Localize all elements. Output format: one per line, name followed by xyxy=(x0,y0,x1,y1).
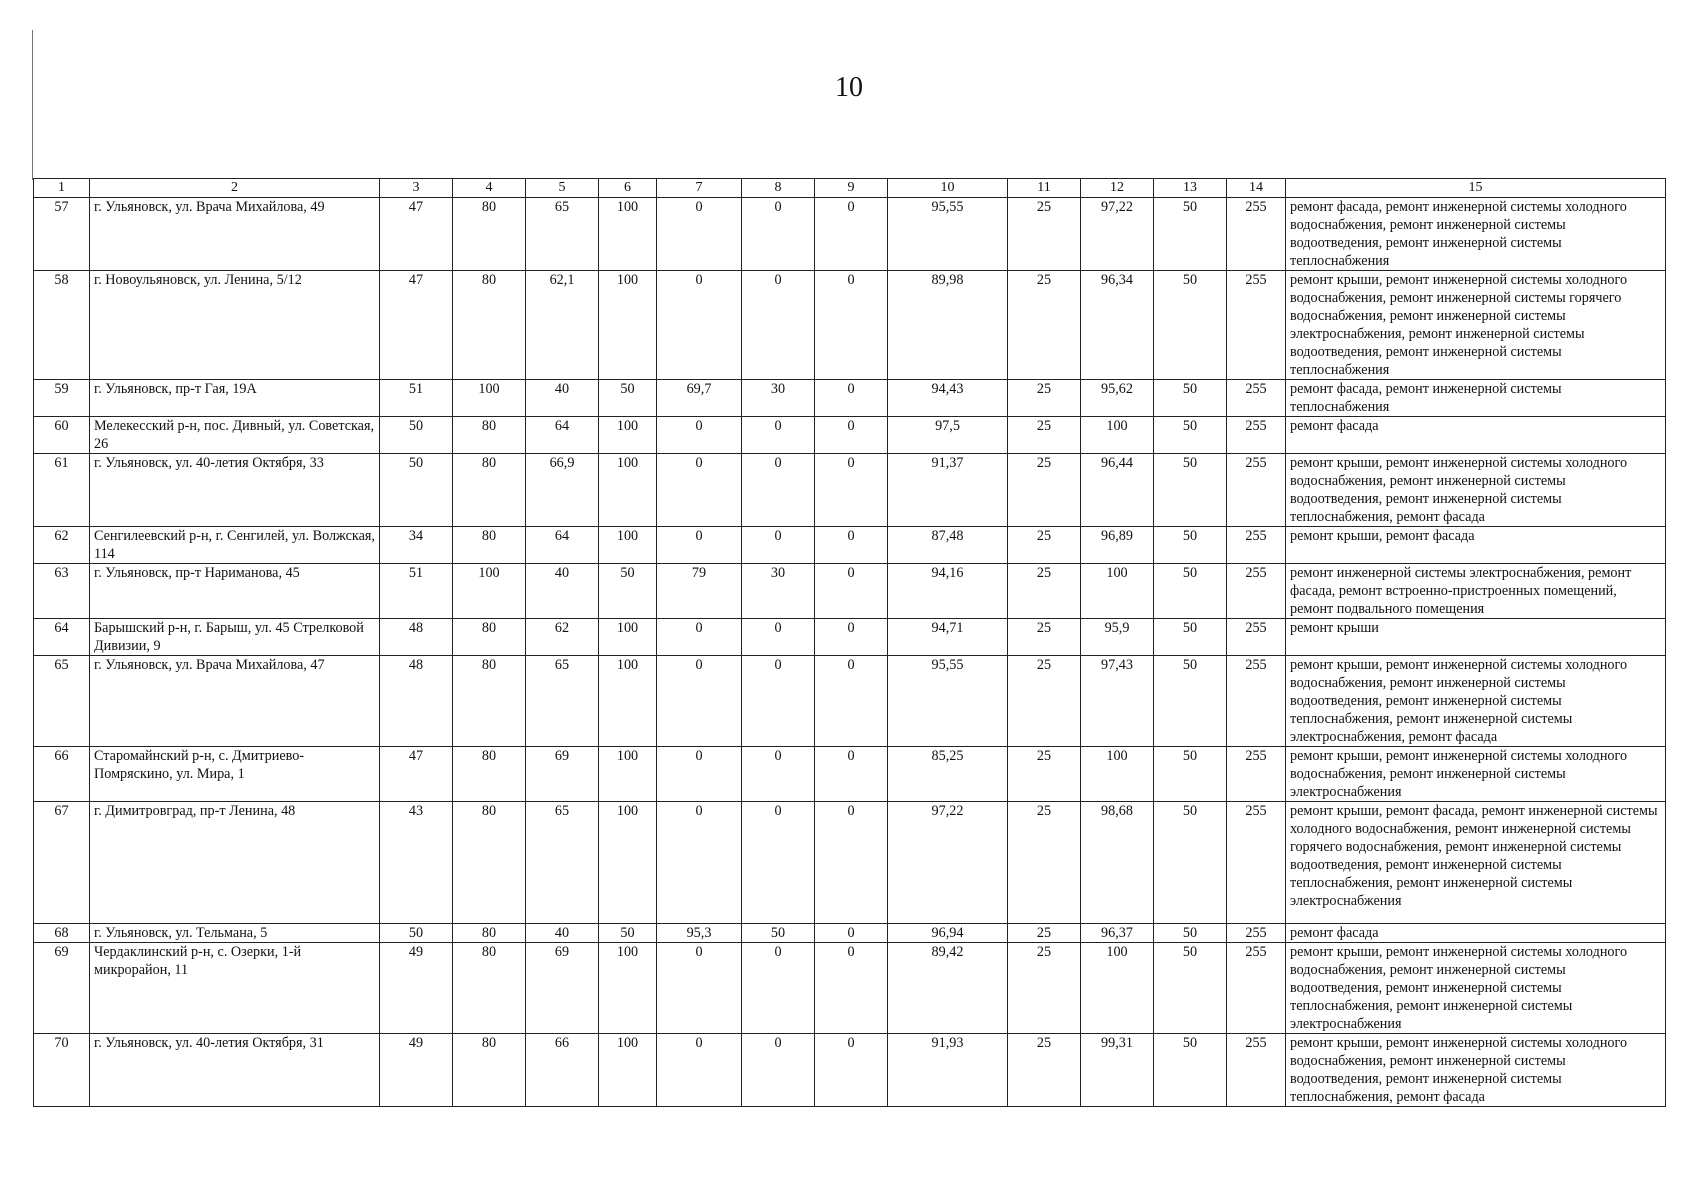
table-cell: 100 xyxy=(599,943,657,1034)
table-cell: 89,42 xyxy=(888,943,1008,1034)
table-cell: 64 xyxy=(34,619,90,656)
table-cell: 255 xyxy=(1227,656,1286,747)
table-cell: 50 xyxy=(1154,417,1227,454)
table-row xyxy=(34,271,1666,380)
table-cell: 49 xyxy=(380,1034,453,1107)
table-cell: 100 xyxy=(1081,564,1154,619)
table-cell: 96,89 xyxy=(1081,527,1154,564)
table-cell: 94,43 xyxy=(888,380,1008,417)
table-cell: 80 xyxy=(453,527,526,564)
column-header: 13 xyxy=(1154,179,1227,198)
table-cell: 0 xyxy=(815,924,888,943)
repair-works-cell: ремонт инженерной системы электроснабжения, ремонт фасада, ремонт встроенно-пристроенных помещений, ремонт подвального помещения xyxy=(1286,564,1666,619)
address-cell: г. Ульяновск, пр-т Нариманова, 45 xyxy=(90,564,380,619)
table-cell: 25 xyxy=(1008,747,1081,802)
table-cell: 50 xyxy=(1154,619,1227,656)
table-cell: 100 xyxy=(453,380,526,417)
table-cell: 96,94 xyxy=(888,924,1008,943)
table-cell: 0 xyxy=(657,527,742,564)
repair-works-cell: ремонт крыши, ремонт инженерной системы холодного водоснабжения, ремонт инженерной системы электроснабжения xyxy=(1286,747,1666,802)
address-cell: Старомайнский р-н, с. Дмитриево-Помряскино, ул. Мира, 1 xyxy=(90,747,380,802)
repair-works-cell: ремонт крыши, ремонт инженерной системы холодного водоснабжения, ремонт инженерной системы водоотведения, ремонт инженерной системы теплоснабжения, ремонт инженерной системы электроснабжения, ремонт фасада xyxy=(1286,656,1666,747)
table-cell: 25 xyxy=(1008,656,1081,747)
table-header xyxy=(34,179,1666,198)
table-cell: 0 xyxy=(657,271,742,380)
address-cell: г. Димитровград, пр-т Ленина, 48 xyxy=(90,802,380,924)
table-cell: 47 xyxy=(380,198,453,271)
table-cell: 95,9 xyxy=(1081,619,1154,656)
table-cell: 100 xyxy=(599,454,657,527)
table-cell: 255 xyxy=(1227,380,1286,417)
table-cell: 0 xyxy=(815,656,888,747)
table-cell: 255 xyxy=(1227,454,1286,527)
table-cell: 80 xyxy=(453,619,526,656)
table-cell: 99,31 xyxy=(1081,1034,1154,1107)
table-cell: 25 xyxy=(1008,417,1081,454)
table-cell: 50 xyxy=(1154,564,1227,619)
table-cell: 67 xyxy=(34,802,90,924)
table-cell: 80 xyxy=(453,924,526,943)
repair-works-cell: ремонт крыши, ремонт инженерной системы холодного водоснабжения, ремонт инженерной системы водоотведения, ремонт инженерной системы теплоснабжения, ремонт инженерной системы электроснабжения xyxy=(1286,943,1666,1034)
table-cell: 0 xyxy=(815,619,888,656)
scan-margin-line xyxy=(32,30,33,180)
column-header: 4 xyxy=(453,179,526,198)
address-cell: г. Ульяновск, ул. Врача Михайлова, 49 xyxy=(90,198,380,271)
table-cell: 57 xyxy=(34,198,90,271)
repair-works-cell: ремонт крыши, ремонт инженерной системы холодного водоснабжения, ремонт инженерной системы водоотведения, ремонт инженерной системы теплоснабжения, ремонт фасада xyxy=(1286,1034,1666,1107)
table-cell: 65 xyxy=(526,656,599,747)
table-cell: 255 xyxy=(1227,198,1286,271)
table-cell: 50 xyxy=(1154,802,1227,924)
table-cell: 25 xyxy=(1008,564,1081,619)
table-cell: 25 xyxy=(1008,380,1081,417)
table-cell: 25 xyxy=(1008,924,1081,943)
table-cell: 0 xyxy=(742,1034,815,1107)
table-cell: 0 xyxy=(742,802,815,924)
table-cell: 100 xyxy=(599,198,657,271)
table-cell: 25 xyxy=(1008,943,1081,1034)
table-row xyxy=(34,454,1666,527)
table-cell: 50 xyxy=(742,924,815,943)
table-cell: 0 xyxy=(657,747,742,802)
table-cell: 25 xyxy=(1008,198,1081,271)
table-cell: 50 xyxy=(1154,380,1227,417)
table-row xyxy=(34,564,1666,619)
table-cell: 0 xyxy=(657,619,742,656)
table-cell: 87,48 xyxy=(888,527,1008,564)
table-cell: 100 xyxy=(1081,943,1154,1034)
table-cell: 89,98 xyxy=(888,271,1008,380)
table-cell: 79 xyxy=(657,564,742,619)
table-cell: 255 xyxy=(1227,527,1286,564)
table-cell: 0 xyxy=(742,454,815,527)
repair-works-cell: ремонт крыши xyxy=(1286,619,1666,656)
column-header: 9 xyxy=(815,179,888,198)
table-cell: 66 xyxy=(526,1034,599,1107)
table-cell: 69 xyxy=(34,943,90,1034)
table-cell: 255 xyxy=(1227,564,1286,619)
table-cell: 255 xyxy=(1227,802,1286,924)
table-cell: 95,62 xyxy=(1081,380,1154,417)
table-cell: 0 xyxy=(815,564,888,619)
repair-works-cell: ремонт крыши, ремонт инженерной системы холодного водоснабжения, ремонт инженерной системы горячего водоснабжения, ремонт инженерной системы электроснабжения, ремонт инженерной системы водоотведения, ремонт инженерной системы теплоснабжения xyxy=(1286,271,1666,380)
table-cell: 50 xyxy=(1154,1034,1227,1107)
table-cell: 96,44 xyxy=(1081,454,1154,527)
table-cell: 0 xyxy=(742,747,815,802)
repair-works-cell: ремонт фасада xyxy=(1286,417,1666,454)
table-cell: 40 xyxy=(526,564,599,619)
table-cell: 255 xyxy=(1227,417,1286,454)
column-header: 8 xyxy=(742,179,815,198)
table-cell: 50 xyxy=(1154,747,1227,802)
table-cell: 0 xyxy=(742,943,815,1034)
table-cell: 69,7 xyxy=(657,380,742,417)
address-cell: г. Ульяновск, ул. Тельмана, 5 xyxy=(90,924,380,943)
table-cell: 255 xyxy=(1227,619,1286,656)
table-cell: 95,55 xyxy=(888,198,1008,271)
table-cell: 96,34 xyxy=(1081,271,1154,380)
table-cell: 100 xyxy=(599,802,657,924)
table-cell: 61 xyxy=(34,454,90,527)
table-cell: 80 xyxy=(453,271,526,380)
table-cell: 63 xyxy=(34,564,90,619)
table-cell: 40 xyxy=(526,380,599,417)
table-row xyxy=(34,924,1666,943)
table-cell: 50 xyxy=(599,380,657,417)
table-cell: 25 xyxy=(1008,271,1081,380)
table-cell: 94,16 xyxy=(888,564,1008,619)
table-cell: 0 xyxy=(815,943,888,1034)
table-cell: 96,37 xyxy=(1081,924,1154,943)
repair-program-table xyxy=(33,178,1666,1107)
table-cell: 97,22 xyxy=(888,802,1008,924)
table-cell: 51 xyxy=(380,564,453,619)
table-cell: 255 xyxy=(1227,1034,1286,1107)
table-cell: 25 xyxy=(1008,1034,1081,1107)
column-header: 11 xyxy=(1008,179,1081,198)
table-cell: 100 xyxy=(599,656,657,747)
table-cell: 97,43 xyxy=(1081,656,1154,747)
table-row xyxy=(34,943,1666,1034)
column-header: 1 xyxy=(34,179,90,198)
table-cell: 50 xyxy=(1154,454,1227,527)
table-cell: 80 xyxy=(453,1034,526,1107)
table-cell: 47 xyxy=(380,747,453,802)
repair-works-cell: ремонт крыши, ремонт фасада, ремонт инженерной системы холодного водоснабжения, ремонт инженерной системы горячего водоснабжения, ремонт инженерной системы водоотведения, ремонт инженерной системы теплоснабжения, ремонт инженерной системы электроснабжения xyxy=(1286,802,1666,924)
table-row xyxy=(34,527,1666,564)
address-cell: г. Ульяновск, пр-т Гая, 19А xyxy=(90,380,380,417)
page-number: 10 xyxy=(835,72,863,103)
table-cell: 91,93 xyxy=(888,1034,1008,1107)
table-cell: 80 xyxy=(453,943,526,1034)
table-cell: 64 xyxy=(526,527,599,564)
table-cell: 62 xyxy=(526,619,599,656)
table-cell: 30 xyxy=(742,380,815,417)
table-cell: 0 xyxy=(815,380,888,417)
table-cell: 0 xyxy=(742,656,815,747)
table-cell: 100 xyxy=(1081,417,1154,454)
table-cell: 49 xyxy=(380,943,453,1034)
table-cell: 0 xyxy=(742,527,815,564)
table-cell: 255 xyxy=(1227,924,1286,943)
table-cell: 48 xyxy=(380,656,453,747)
table-cell: 80 xyxy=(453,656,526,747)
table-cell: 0 xyxy=(657,1034,742,1107)
table-cell: 0 xyxy=(742,417,815,454)
table-cell: 0 xyxy=(815,271,888,380)
table-row xyxy=(34,747,1666,802)
address-cell: Барышский р-н, г. Барыш, ул. 45 Стрелковой Дивизии, 9 xyxy=(90,619,380,656)
table-cell: 66,9 xyxy=(526,454,599,527)
table-cell: 0 xyxy=(815,417,888,454)
address-cell: г. Ульяновск, ул. 40-летия Октября, 31 xyxy=(90,1034,380,1107)
table-cell: 0 xyxy=(742,619,815,656)
table-cell: 68 xyxy=(34,924,90,943)
table-cell: 62,1 xyxy=(526,271,599,380)
table-cell: 70 xyxy=(34,1034,90,1107)
table-cell: 0 xyxy=(657,802,742,924)
table-cell: 50 xyxy=(380,454,453,527)
table-cell: 95,55 xyxy=(888,656,1008,747)
address-cell: г. Новоульяновск, ул. Ленина, 5/12 xyxy=(90,271,380,380)
table-cell: 50 xyxy=(1154,527,1227,564)
table-row xyxy=(34,619,1666,656)
table-cell: 0 xyxy=(815,454,888,527)
table-cell: 91,37 xyxy=(888,454,1008,527)
table-cell: 47 xyxy=(380,271,453,380)
table-cell: 50 xyxy=(380,924,453,943)
column-header: 7 xyxy=(657,179,742,198)
table-cell: 64 xyxy=(526,417,599,454)
address-cell: г. Ульяновск, ул. 40-летия Октября, 33 xyxy=(90,454,380,527)
table-cell: 30 xyxy=(742,564,815,619)
table-row xyxy=(34,198,1666,271)
table-cell: 0 xyxy=(815,747,888,802)
table-cell: 66 xyxy=(34,747,90,802)
table-cell: 50 xyxy=(380,417,453,454)
table-cell: 59 xyxy=(34,380,90,417)
table-cell: 50 xyxy=(1154,656,1227,747)
table-cell: 97,5 xyxy=(888,417,1008,454)
repair-works-cell: ремонт крыши, ремонт фасада xyxy=(1286,527,1666,564)
table-cell: 62 xyxy=(34,527,90,564)
table-cell: 40 xyxy=(526,924,599,943)
table-cell: 25 xyxy=(1008,619,1081,656)
column-number-row xyxy=(34,179,1666,198)
table-cell: 100 xyxy=(599,271,657,380)
table-cell: 0 xyxy=(815,802,888,924)
repair-works-cell: ремонт крыши, ремонт инженерной системы холодного водоснабжения, ремонт инженерной системы водоотведения, ремонт инженерной системы теплоснабжения, ремонт фасада xyxy=(1286,454,1666,527)
table-cell: 43 xyxy=(380,802,453,924)
table-cell: 0 xyxy=(815,527,888,564)
table-cell: 100 xyxy=(453,564,526,619)
table-cell: 0 xyxy=(657,454,742,527)
table-cell: 0 xyxy=(657,943,742,1034)
table-cell: 34 xyxy=(380,527,453,564)
table-cell: 0 xyxy=(657,417,742,454)
table-cell: 25 xyxy=(1008,802,1081,924)
table-cell: 0 xyxy=(742,198,815,271)
column-header: 3 xyxy=(380,179,453,198)
table-cell: 255 xyxy=(1227,271,1286,380)
address-cell: Сенгилеевский р-н, г. Сенгилей, ул. Волжская, 114 xyxy=(90,527,380,564)
table-row xyxy=(34,380,1666,417)
address-cell: Мелекесский р-н, пос. Дивный, ул. Советская, 26 xyxy=(90,417,380,454)
column-header: 10 xyxy=(888,179,1008,198)
table-cell: 0 xyxy=(815,198,888,271)
table-body xyxy=(34,198,1666,1107)
table-cell: 25 xyxy=(1008,527,1081,564)
table-cell: 80 xyxy=(453,417,526,454)
table-cell: 65 xyxy=(526,802,599,924)
table-cell: 98,68 xyxy=(1081,802,1154,924)
table-row xyxy=(34,417,1666,454)
table-cell: 95,3 xyxy=(657,924,742,943)
repair-works-cell: ремонт фасада, ремонт инженерной системы холодного водоснабжения, ремонт инженерной системы водоотведения, ремонт инженерной системы теплоснабжения xyxy=(1286,198,1666,271)
table-row xyxy=(34,656,1666,747)
table-cell: 100 xyxy=(599,619,657,656)
table-cell: 51 xyxy=(380,380,453,417)
address-cell: г. Ульяновск, ул. Врача Михайлова, 47 xyxy=(90,656,380,747)
table-cell: 50 xyxy=(599,924,657,943)
table-cell: 50 xyxy=(1154,271,1227,380)
table-cell: 0 xyxy=(815,1034,888,1107)
table-cell: 0 xyxy=(742,271,815,380)
table-cell: 60 xyxy=(34,417,90,454)
table-cell: 80 xyxy=(453,198,526,271)
table-cell: 0 xyxy=(657,198,742,271)
table-cell: 100 xyxy=(1081,747,1154,802)
table-row xyxy=(34,1034,1666,1107)
column-header: 12 xyxy=(1081,179,1154,198)
table-cell: 58 xyxy=(34,271,90,380)
repair-works-cell: ремонт фасада xyxy=(1286,924,1666,943)
table-cell: 50 xyxy=(1154,924,1227,943)
table-cell: 100 xyxy=(599,1034,657,1107)
table-cell: 80 xyxy=(453,454,526,527)
column-header: 2 xyxy=(90,179,380,198)
table-cell: 48 xyxy=(380,619,453,656)
table-cell: 100 xyxy=(599,417,657,454)
table-cell: 69 xyxy=(526,747,599,802)
table-cell: 50 xyxy=(1154,943,1227,1034)
table-cell: 65 xyxy=(526,198,599,271)
table-cell: 50 xyxy=(1154,198,1227,271)
table-cell: 65 xyxy=(34,656,90,747)
table-cell: 50 xyxy=(599,564,657,619)
table-cell: 0 xyxy=(657,656,742,747)
table-cell: 94,71 xyxy=(888,619,1008,656)
column-header: 14 xyxy=(1227,179,1286,198)
table-cell: 255 xyxy=(1227,943,1286,1034)
table-row xyxy=(34,802,1666,924)
table-cell: 255 xyxy=(1227,747,1286,802)
address-cell: Чердаклинский р-н, с. Озерки, 1-й микрорайон, 11 xyxy=(90,943,380,1034)
table-cell: 69 xyxy=(526,943,599,1034)
table-cell: 80 xyxy=(453,802,526,924)
table-cell: 100 xyxy=(599,527,657,564)
table-cell: 100 xyxy=(599,747,657,802)
column-header: 5 xyxy=(526,179,599,198)
column-header: 6 xyxy=(599,179,657,198)
column-header: 15 xyxy=(1286,179,1666,198)
table-cell: 80 xyxy=(453,747,526,802)
table-cell: 97,22 xyxy=(1081,198,1154,271)
repair-works-cell: ремонт фасада, ремонт инженерной системы теплоснабжения xyxy=(1286,380,1666,417)
table-cell: 85,25 xyxy=(888,747,1008,802)
table-cell: 25 xyxy=(1008,454,1081,527)
